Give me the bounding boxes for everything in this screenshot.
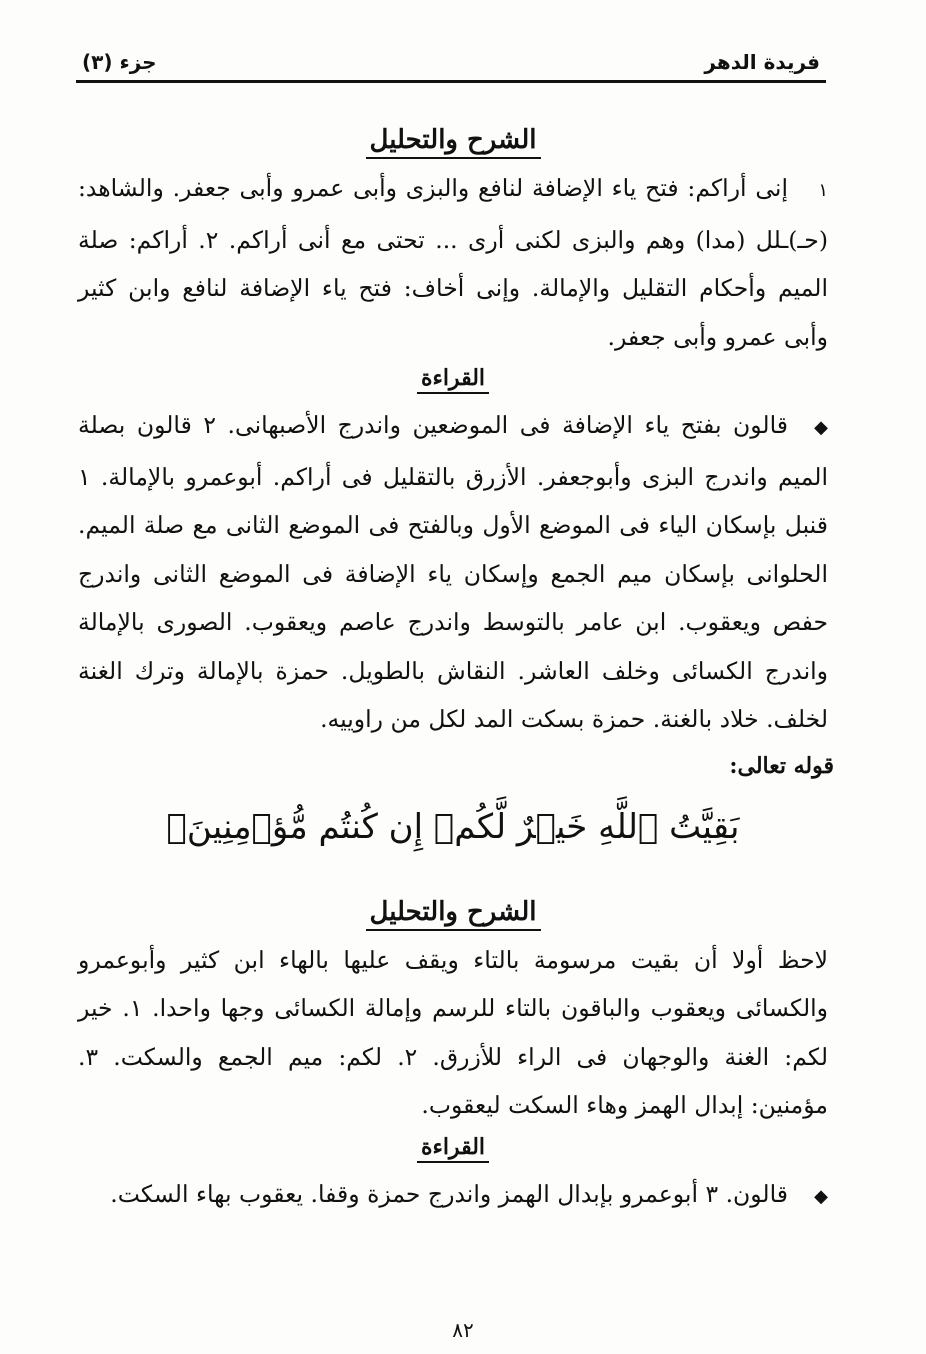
section-heading-explanation (78, 120, 828, 160)
verse-label: قوله تعالى: (729, 752, 834, 779)
quran-verse: بَقِيَّتُ ٱللَّهِ خَيۡرٌ لَّكُمۡ إِن كُنتُم مُّؤۡمِنِينَۚ (166, 806, 740, 847)
section-heading-reading (78, 361, 828, 395)
page-number: ٨٢ (452, 1318, 474, 1342)
running-header (76, 42, 826, 83)
section-heading-text: الشرح والتحليل (366, 125, 541, 159)
reading-text: قالون بفتح ياء الإضافة فى الموضعين واندرج الأصبهانى. ٢ قالون بصلة الميم واندرج البزى وأبوجعفر. الأزرق بالتقليل فى أراكم. أبوعمرو بالإمالة. ١ قنبل بإسكان الياء فى الموضع الأول وبالفتح فى الموضع الثانى مع صلة الميم. الحلوانى بإسكان ميم الجمع وإسكان ياء الإضافة فى الموضع الثانى واندرج حفص ويعقوب. ابن عامر بالتوسط واندرج عاصم ويعقوب. الصورى بالإمالة واندرج الكسائى وخلف العاشر. النقاش بالطويل. حمزة بالإمالة وترك الغنة لخلف. خلاد بالغنة. حمزة بسكت المد لكل من راوييه. (78, 411, 828, 733)
section-heading-text-2: الشرح والتحليل (366, 897, 541, 931)
explanation-paragraph (78, 164, 828, 361)
page-body (78, 120, 834, 1221)
explanation-paragraph-2: لاحظ أولا أن بقيت مرسومة بالتاء ويقف عليها بالهاء ابن كثير وأبوعمرو والكسائى ويعقوب والباقون بالتاء للرسم وإمالة الكسائى وجها واحدا. ١. خير لكم: الغنة والوجهان فى الراء للأزرق. ٢. لكم: ميم الجمع والسكت. ٣. مؤمنين: إبدال الهمز وهاء السكت ليعقوب. (78, 945, 829, 1119)
diamond-bullet-icon: ◆ (814, 417, 828, 438)
reading-heading-text-2: القراءة (417, 1134, 489, 1163)
part-label: جزء (٣) (82, 50, 157, 74)
section-heading-reading-2 (78, 1130, 828, 1164)
section-heading-explanation-2 (78, 892, 828, 932)
book-title: فريدة الدهر (704, 50, 820, 74)
reading-heading-text: القراءة (417, 365, 489, 394)
reading-paragraph (78, 401, 828, 744)
reading-paragraph-2 (78, 1170, 828, 1222)
paragraph-number: ١ (818, 180, 828, 201)
explanation-text: إنى أراكم: فتح ياء الإضافة لنافع والبزى وأبى عمرو وأبى جعفر. والشاهد: (حـ)ـلل (مدا) وهم والبزى لكنى أرى ... تحتى مع أنى أراكم. ٢. أراكم: صلة الميم وأحكام التقليل والإمالة. وإنى أخاف: فتح ياء الإضافة لنافع وابن كثير وأبى عمرو وأبى جعفر. (78, 174, 828, 351)
reading-text-2: قالون. ٣ أبوعمرو بإبدال الهمز واندرج حمزة وقفا. يعقوب بهاء السكت. (110, 1179, 788, 1208)
diamond-bullet-icon-2: ◆ (814, 1185, 828, 1207)
